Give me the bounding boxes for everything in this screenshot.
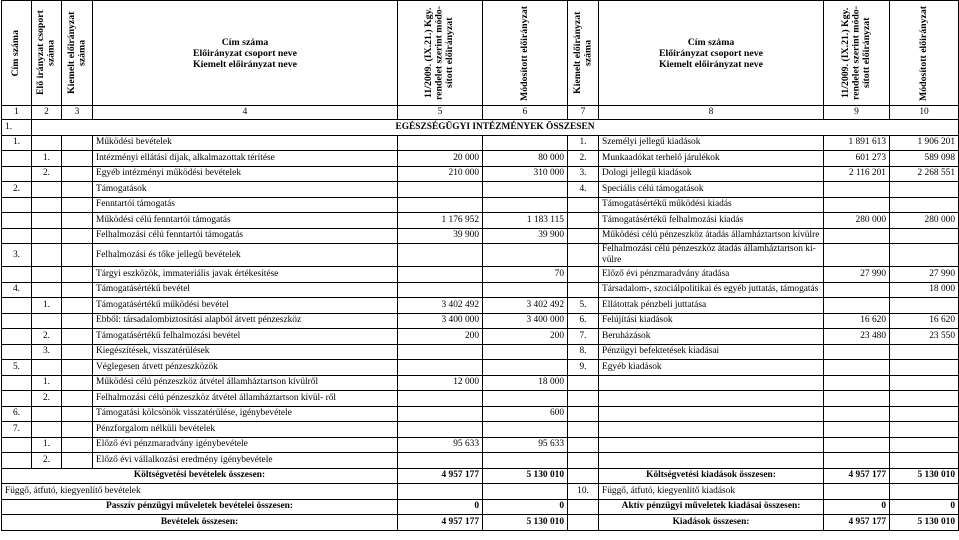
row-expense-original bbox=[824, 244, 890, 267]
row-expense-label bbox=[599, 437, 824, 453]
row-income-modified: 3 400 000 bbox=[483, 313, 568, 329]
row-income-label: Támogatások bbox=[93, 182, 398, 198]
totals-income-label: Költségvetési bevételek összesen: bbox=[2, 468, 398, 484]
column-number: 7 bbox=[568, 106, 599, 120]
row-group-number bbox=[2, 453, 32, 469]
row-kiemelt-number: 1. bbox=[32, 375, 62, 391]
row-group-number bbox=[2, 228, 32, 244]
column-number: 5 bbox=[398, 106, 483, 120]
row-income-modified bbox=[483, 391, 568, 407]
totals-expense-label: Költségvetési kiadások összesen: bbox=[599, 468, 824, 484]
row-group-number bbox=[2, 313, 32, 329]
row-empty-cell bbox=[62, 213, 93, 229]
row-expense-number bbox=[568, 406, 599, 422]
row-expense-modified: 1 906 201 bbox=[890, 135, 959, 151]
totals-row bbox=[2, 468, 959, 484]
row-income-label: Előző évi vállalkozási eredmény igénybevétele bbox=[93, 453, 398, 469]
row-expense-label: Pénzügyi befektetések kiadásai bbox=[599, 344, 824, 360]
totals-income-original: 4 957 177 bbox=[398, 468, 483, 484]
row-expense-modified: 23 550 bbox=[890, 329, 959, 345]
row-expense-number bbox=[568, 391, 599, 407]
row-income-label: Működési bevételek bbox=[93, 135, 398, 151]
row-expense-label bbox=[599, 453, 824, 469]
row-income-original bbox=[398, 244, 483, 267]
row-expense-number bbox=[568, 375, 599, 391]
row-kiemelt-number bbox=[32, 313, 62, 329]
table-row bbox=[2, 182, 959, 198]
totals-expense-original: 4 957 177 bbox=[824, 515, 890, 531]
row-expense-number: 1. bbox=[568, 135, 599, 151]
row-empty-cell bbox=[62, 166, 93, 182]
row-income-modified: 200 bbox=[483, 329, 568, 345]
totals-expense-modified: 0 bbox=[890, 499, 959, 515]
totals-expense-number bbox=[568, 515, 599, 531]
row-expense-number: 2. bbox=[568, 151, 599, 167]
header-kiemelt-eloiranyzat-szama: Kiemelt előirányzat száma bbox=[62, 1, 93, 106]
column-number: 4 bbox=[93, 106, 398, 120]
row-expense-original bbox=[824, 406, 890, 422]
row-income-label: Felhalmozási és tőke jellegű bevételek bbox=[93, 244, 398, 267]
row-income-original: 95 633 bbox=[398, 437, 483, 453]
row-expense-number bbox=[568, 267, 599, 283]
row-expense-label: Előző évi pénzmaradvány átadása bbox=[599, 267, 824, 283]
row-group-number: 2. bbox=[2, 182, 32, 198]
row-group-number bbox=[2, 391, 32, 407]
row-expense-label bbox=[599, 391, 824, 407]
row-income-label: Kiegészítések, visszatérülések bbox=[93, 344, 398, 360]
row-empty-cell bbox=[62, 151, 93, 167]
row-kiemelt-number: 1. bbox=[32, 437, 62, 453]
row-expense-label: Munkaadókat terhelő járulékok bbox=[599, 151, 824, 167]
row-income-original bbox=[398, 135, 483, 151]
row-empty-cell bbox=[62, 228, 93, 244]
row-income-modified bbox=[483, 453, 568, 469]
column-number: 2 bbox=[32, 106, 62, 120]
row-kiemelt-number bbox=[32, 197, 62, 213]
row-kiemelt-number: 1. bbox=[32, 151, 62, 167]
section-title: EGÉSZSÉGÜGYI INTÉZMÉNYEK ÖSSZESEN bbox=[32, 120, 959, 136]
row-income-label: Intézményi ellátási díjak, alkalmazottak térítése bbox=[93, 151, 398, 167]
row-income-original: 39 900 bbox=[398, 228, 483, 244]
totals-expense-original: 4 957 177 bbox=[824, 468, 890, 484]
table-row bbox=[2, 267, 959, 283]
row-expense-label bbox=[599, 422, 824, 438]
row-income-modified: 39 900 bbox=[483, 228, 568, 244]
row-income-original bbox=[398, 267, 483, 283]
row-income-modified bbox=[483, 422, 568, 438]
row-income-label: Felhalmozási célú pénzeszköz átvétel államháztartson kívül- ről bbox=[93, 391, 398, 407]
row-expense-number bbox=[568, 422, 599, 438]
row-income-original: 12 000 bbox=[398, 375, 483, 391]
row-group-number bbox=[2, 375, 32, 391]
row-income-modified: 1 183 115 bbox=[483, 213, 568, 229]
totals-expense-original: 0 bbox=[824, 499, 890, 515]
row-income-modified: 310 000 bbox=[483, 166, 568, 182]
row-empty-cell bbox=[62, 244, 93, 267]
row-group-number bbox=[2, 166, 32, 182]
totals-row bbox=[2, 499, 959, 515]
row-expense-modified: 280 000 bbox=[890, 213, 959, 229]
row-income-label: Támogatásértékű bevétel bbox=[93, 282, 398, 298]
row-empty-cell bbox=[62, 344, 93, 360]
row-expense-number bbox=[568, 228, 599, 244]
section-row bbox=[2, 120, 959, 136]
column-number: 1 bbox=[2, 106, 32, 120]
row-kiemelt-number bbox=[32, 282, 62, 298]
row-income-original bbox=[398, 391, 483, 407]
row-income-original bbox=[398, 197, 483, 213]
row-expense-number: 5. bbox=[568, 298, 599, 314]
row-income-original bbox=[398, 406, 483, 422]
row-expense-original bbox=[824, 197, 890, 213]
row-income-modified bbox=[483, 197, 568, 213]
row-income-label: Működési célú pénzeszköz átvétel államháztartson kívülről bbox=[93, 375, 398, 391]
row-group-number bbox=[2, 298, 32, 314]
table-row bbox=[2, 391, 959, 407]
row-income-label: Fenntartói támogatás bbox=[93, 197, 398, 213]
row-empty-cell bbox=[62, 360, 93, 376]
row-expense-modified bbox=[890, 344, 959, 360]
row-expense-number bbox=[568, 244, 599, 267]
row-expense-modified: 2 268 551 bbox=[890, 166, 959, 182]
totals-expense-number bbox=[568, 468, 599, 484]
column-number-row bbox=[2, 106, 959, 120]
row-expense-modified bbox=[890, 182, 959, 198]
row-group-number bbox=[2, 213, 32, 229]
row-kiemelt-number bbox=[32, 228, 62, 244]
row-expense-original bbox=[824, 375, 890, 391]
totals-income-modified: 5 130 010 bbox=[483, 515, 568, 531]
header-bevetel-nev: Cím száma Előirányzat csoport neve Kiemelt előirányzat neve bbox=[93, 1, 398, 106]
header-row bbox=[2, 1, 959, 106]
row-income-label: Pénzforgalom nélküli bevételek bbox=[93, 422, 398, 438]
table-row bbox=[2, 375, 959, 391]
row-income-modified bbox=[483, 360, 568, 376]
totals-expense-modified: 5 130 010 bbox=[890, 515, 959, 531]
totals-income-label: Passzív pénzügyi műveletek bevételei összesen: bbox=[2, 499, 398, 515]
row-expense-label: Dologi jellegű kiadások bbox=[599, 166, 824, 182]
row-income-original bbox=[398, 182, 483, 198]
row-expense-modified bbox=[890, 437, 959, 453]
totals-income-modified: 0 bbox=[483, 499, 568, 515]
row-income-label: Támogatásértékű felhalmozási bevétel bbox=[93, 329, 398, 345]
row-group-number bbox=[2, 267, 32, 283]
row-kiemelt-number bbox=[32, 244, 62, 267]
row-kiemelt-number: 1. bbox=[32, 298, 62, 314]
row-expense-number: 9. bbox=[568, 360, 599, 376]
row-income-modified bbox=[483, 282, 568, 298]
row-income-original: 210 000 bbox=[398, 166, 483, 182]
row-kiemelt-number: 2. bbox=[32, 329, 62, 345]
row-expense-number: 6. bbox=[568, 313, 599, 329]
row-empty-cell bbox=[62, 197, 93, 213]
row-expense-number bbox=[568, 453, 599, 469]
row-expense-modified bbox=[890, 375, 959, 391]
row-expense-number bbox=[568, 437, 599, 453]
header-kiadas-nev: Cím száma Előirányzat csoport neve Kiemelt előirányzat neve bbox=[599, 1, 824, 106]
row-expense-label: Társadalom-, szociálpolitikai és egyéb juttatás, támogatás bbox=[599, 282, 824, 298]
table-row bbox=[2, 406, 959, 422]
row-expense-original bbox=[824, 360, 890, 376]
row-expense-label: Speciális célú támogatások bbox=[599, 182, 824, 198]
row-expense-modified bbox=[890, 360, 959, 376]
row-income-modified: 18 000 bbox=[483, 375, 568, 391]
row-expense-original bbox=[824, 453, 890, 469]
totals-income-label: Függő, átfutó, kiegyenlítő bevételek bbox=[2, 484, 398, 500]
row-income-label: Működési célú fenntartói támogatás bbox=[93, 213, 398, 229]
row-kiemelt-number: 2. bbox=[32, 166, 62, 182]
row-expense-number: 4. bbox=[568, 182, 599, 198]
totals-income-modified bbox=[483, 484, 568, 500]
row-expense-modified bbox=[890, 228, 959, 244]
row-kiemelt-number: 2. bbox=[32, 391, 62, 407]
totals-expense-original bbox=[824, 484, 890, 500]
row-expense-label bbox=[599, 375, 824, 391]
row-income-label: Egyéb intézményi működési bevételek bbox=[93, 166, 398, 182]
row-expense-label: Ellátottak pénzbeli juttatása bbox=[599, 298, 824, 314]
row-income-original bbox=[398, 422, 483, 438]
budget-table bbox=[1, 0, 959, 531]
row-empty-cell bbox=[62, 135, 93, 151]
table-row bbox=[2, 329, 959, 345]
row-expense-label: Személyi jellegű kiadások bbox=[599, 135, 824, 151]
row-income-label: Támogatási kölcsönök visszatérülése, igénybevétele bbox=[93, 406, 398, 422]
row-income-modified bbox=[483, 344, 568, 360]
table-row bbox=[2, 360, 959, 376]
row-group-number bbox=[2, 197, 32, 213]
row-expense-number bbox=[568, 213, 599, 229]
row-kiemelt-number bbox=[32, 406, 62, 422]
row-expense-original: 280 000 bbox=[824, 213, 890, 229]
row-empty-cell bbox=[62, 422, 93, 438]
totals-income-original: 4 957 177 bbox=[398, 515, 483, 531]
row-group-number: 6. bbox=[2, 406, 32, 422]
row-expense-modified bbox=[890, 197, 959, 213]
table-row bbox=[2, 422, 959, 438]
row-kiemelt-number: 2. bbox=[32, 453, 62, 469]
totals-expense-number: 10. bbox=[568, 484, 599, 500]
table-row bbox=[2, 213, 959, 229]
row-expense-original bbox=[824, 344, 890, 360]
row-expense-label: Egyéb kiadások bbox=[599, 360, 824, 376]
row-group-number: 5. bbox=[2, 360, 32, 376]
row-expense-modified: 589 098 bbox=[890, 151, 959, 167]
totals-expense-label: Kiadások összesen: bbox=[599, 515, 824, 531]
row-income-label: Véglegesen átvett pénzeszközök bbox=[93, 360, 398, 376]
table-row bbox=[2, 244, 959, 267]
table-row bbox=[2, 197, 959, 213]
row-expense-number: 8. bbox=[568, 344, 599, 360]
row-income-modified: 70 bbox=[483, 267, 568, 283]
header-eloiranyzat-csoport-szama: Elő irányzat csoport száma bbox=[32, 1, 62, 106]
row-group-number bbox=[2, 344, 32, 360]
row-income-label: Ebből: társadalombiztosítási alapból átvett pénzeszköz bbox=[93, 313, 398, 329]
row-expense-label: Beruházások bbox=[599, 329, 824, 345]
header-kiemelt-szama-kiadas: Kiemelt előirányzat száma bbox=[568, 1, 599, 106]
section-number: 1. bbox=[2, 120, 32, 136]
row-expense-original bbox=[824, 228, 890, 244]
row-empty-cell bbox=[62, 282, 93, 298]
header-rendelet-szerint-bevetel: 11/2009. (IX.21.) Kgy. rendelet szerint módo- sított előirányzat bbox=[398, 1, 483, 106]
row-expense-modified: 16 620 bbox=[890, 313, 959, 329]
row-empty-cell bbox=[62, 313, 93, 329]
totals-income-modified: 5 130 010 bbox=[483, 468, 568, 484]
row-expense-original bbox=[824, 422, 890, 438]
row-expense-original: 23 480 bbox=[824, 329, 890, 345]
row-kiemelt-number bbox=[32, 213, 62, 229]
totals-expense-label: Aktív pénzügyi műveletek kiadásai összesen: bbox=[599, 499, 824, 515]
table-row bbox=[2, 453, 959, 469]
totals-expense-modified: 5 130 010 bbox=[890, 468, 959, 484]
totals-income-original bbox=[398, 484, 483, 500]
table-row bbox=[2, 344, 959, 360]
row-income-original bbox=[398, 282, 483, 298]
row-expense-label: Támogatásértékű működési kiadás bbox=[599, 197, 824, 213]
row-expense-label: Felhalmozási célú pénzeszköz átadás államháztartson ki- vülre bbox=[599, 244, 824, 267]
row-expense-original bbox=[824, 391, 890, 407]
row-expense-label bbox=[599, 406, 824, 422]
row-income-label: Felhalmozási célú fenntartói támogatás bbox=[93, 228, 398, 244]
column-number: 10 bbox=[890, 106, 959, 120]
row-expense-original bbox=[824, 282, 890, 298]
row-expense-modified bbox=[890, 453, 959, 469]
row-kiemelt-number bbox=[32, 422, 62, 438]
row-income-modified bbox=[483, 135, 568, 151]
row-income-modified: 600 bbox=[483, 406, 568, 422]
row-expense-label: Felújítási kiadások bbox=[599, 313, 824, 329]
row-income-original: 3 402 492 bbox=[398, 298, 483, 314]
table-row bbox=[2, 298, 959, 314]
row-kiemelt-number bbox=[32, 135, 62, 151]
row-group-number bbox=[2, 151, 32, 167]
row-income-modified bbox=[483, 244, 568, 267]
row-expense-number: 7. bbox=[568, 329, 599, 345]
row-expense-label: Működési célú pénzeszköz átadás államháztartson kívülre bbox=[599, 228, 824, 244]
row-empty-cell bbox=[62, 267, 93, 283]
row-expense-original: 2 116 201 bbox=[824, 166, 890, 182]
row-expense-original: 16 620 bbox=[824, 313, 890, 329]
row-expense-original: 601 273 bbox=[824, 151, 890, 167]
totals-expense-number bbox=[568, 499, 599, 515]
row-kiemelt-number: 3. bbox=[32, 344, 62, 360]
header-cim-szama: Cím száma bbox=[2, 1, 32, 106]
header-rendelet-szerint-kiadas: 11/2009. (IX.21.) Kgy. rendelet szerint módo- sított előirányzat bbox=[824, 1, 890, 106]
row-income-original bbox=[398, 360, 483, 376]
row-kiemelt-number bbox=[32, 182, 62, 198]
totals-row bbox=[2, 515, 959, 531]
row-group-number: 7. bbox=[2, 422, 32, 438]
row-expense-modified bbox=[890, 391, 959, 407]
table-row bbox=[2, 151, 959, 167]
row-expense-modified: 18 000 bbox=[890, 282, 959, 298]
totals-income-label: Bevételek összesen: bbox=[2, 515, 398, 531]
row-expense-number bbox=[568, 282, 599, 298]
row-income-label: Tárgyi eszközök, immateriális javak értékesítése bbox=[93, 267, 398, 283]
row-income-original: 1 176 952 bbox=[398, 213, 483, 229]
column-number: 9 bbox=[824, 106, 890, 120]
row-group-number bbox=[2, 437, 32, 453]
row-income-modified bbox=[483, 182, 568, 198]
row-expense-modified: 27 990 bbox=[890, 267, 959, 283]
table-row bbox=[2, 282, 959, 298]
table-row bbox=[2, 135, 959, 151]
column-number: 3 bbox=[62, 106, 93, 120]
row-income-original: 200 bbox=[398, 329, 483, 345]
row-empty-cell bbox=[62, 298, 93, 314]
row-income-original: 3 400 000 bbox=[398, 313, 483, 329]
row-expense-original: 27 990 bbox=[824, 267, 890, 283]
totals-expense-modified bbox=[890, 484, 959, 500]
row-empty-cell bbox=[62, 329, 93, 345]
row-expense-original bbox=[824, 298, 890, 314]
row-expense-original bbox=[824, 437, 890, 453]
column-number: 6 bbox=[483, 106, 568, 120]
row-group-number: 1. bbox=[2, 135, 32, 151]
row-income-original bbox=[398, 344, 483, 360]
table-row bbox=[2, 313, 959, 329]
row-expense-original: 1 891 613 bbox=[824, 135, 890, 151]
column-number: 8 bbox=[599, 106, 824, 120]
table-row bbox=[2, 228, 959, 244]
row-kiemelt-number bbox=[32, 360, 62, 376]
row-empty-cell bbox=[62, 406, 93, 422]
row-empty-cell bbox=[62, 375, 93, 391]
totals-row bbox=[2, 484, 959, 500]
row-income-modified: 3 402 492 bbox=[483, 298, 568, 314]
totals-income-original: 0 bbox=[398, 499, 483, 515]
row-expense-modified bbox=[890, 406, 959, 422]
row-group-number: 4. bbox=[2, 282, 32, 298]
row-expense-modified bbox=[890, 422, 959, 438]
row-kiemelt-number bbox=[32, 267, 62, 283]
table-row bbox=[2, 437, 959, 453]
row-expense-original bbox=[824, 182, 890, 198]
row-group-number: 3. bbox=[2, 244, 32, 267]
row-empty-cell bbox=[62, 182, 93, 198]
header-modositott-kiadas: Módosított előirányzat bbox=[890, 1, 959, 106]
row-income-original: 20 000 bbox=[398, 151, 483, 167]
row-expense-modified bbox=[890, 244, 959, 267]
row-income-label: Támogatásértékű működési bevétel bbox=[93, 298, 398, 314]
row-income-modified: 80 000 bbox=[483, 151, 568, 167]
table-row bbox=[2, 166, 959, 182]
row-income-label: Előző évi pénzmaradvány igénybevétele bbox=[93, 437, 398, 453]
row-expense-modified bbox=[890, 298, 959, 314]
row-group-number bbox=[2, 329, 32, 345]
row-expense-number bbox=[568, 197, 599, 213]
header-modositott-bevetel: Módosított előirányzat bbox=[483, 1, 568, 106]
row-expense-number: 3. bbox=[568, 166, 599, 182]
row-empty-cell bbox=[62, 453, 93, 469]
row-income-original bbox=[398, 453, 483, 469]
totals-expense-label: Függő, átfutó, kiegyenlítő kiadások bbox=[599, 484, 824, 500]
row-empty-cell bbox=[62, 437, 93, 453]
row-income-modified: 95 633 bbox=[483, 437, 568, 453]
row-expense-label: Támogatásértékű felhalmozási kiadás bbox=[599, 213, 824, 229]
row-empty-cell bbox=[62, 391, 93, 407]
